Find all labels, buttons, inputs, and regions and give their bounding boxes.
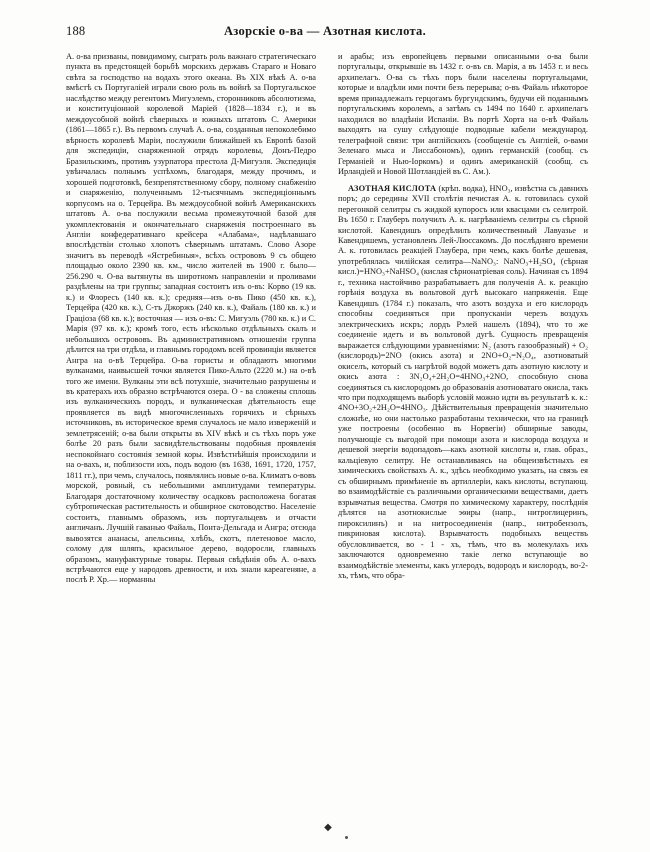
two-column-body bbox=[66, 52, 588, 814]
left-column bbox=[66, 52, 316, 814]
running-title: Азорскіе о-ва — Азотная кислота. bbox=[223, 24, 427, 38]
right-column-intro: и арабы; изъ европейцевъ первыми описанными о-ва были португальцы, открывшіе въ 1432 г. о-въ св. Марія, а въ 1453 г. и весь архипелагъ. О-ва съ тѣхъ поръ были населены португальцами, которые и владѣли ими почти безъ перерыва; о-въ Файаль нѣкоторое время принадлежалъ герцогамъ бургундскимъ, будучи ей поданнымъ португальскимъ королемъ, а затѣмъ съ 1494 по 1640 г. архипелагъ находился во владѣніи Испаніи. Въ портѣ Хорта на о-вѣ Файаль выходятъ на сушу слѣдующіе подводные кабели международ. телеграфной связи: три англійскихъ (сообщеніе съ Англіей, о-вами Зеленаго мыса и Лиссабономъ), одинъ германскій (сообщ. съ Германіей и Нью-Іоркомъ) и одинъ американскій (сообщ. съ Ирландіей и Новой Шотландіей въ С. Ам.). bbox=[338, 52, 588, 177]
entry-headword: АЗОТНАЯ КИСЛОТА bbox=[348, 183, 437, 193]
left-column-text: А. о-ва призваны, повидимому, сыграть роль важнаго стратегическаго пункта въ предстоящей борьбѣ морскихъ державъ Стараго и Новаго свѣта за господство на водахъ этого океана. Въ XIX вѣкѣ А. о-ва вмѣстѣ съ Португаліей играли свою роль въ войнѣ за Португальское наслѣдство между регентомъ Мигуэлемъ, сторонниковъ абсолютизма, и конституціонной королевой Маріей (1828—1834 г.), и въ междоусобной войнѣ сѣверныхъ и южныхъ штатовъ С. Америки (1861—1865 г.). Въ первомъ случаѣ А. о-ва, созданныя непоколебимо вѣрность королевѣ Маріи, послужили ближайшей къ Европѣ базой для экспедиціи, снаряженной отрядъ королевы, Донъ-Педро Бразильскимъ, противъ узурпатора престола Д-Мигуэля. Экспедиція увѣнчалась полнымъ успѣхомъ, благодаря, между прочимъ, и хорошей подготовкѣ, безпрепятственному сбору, полному снабженію и снаряженію, полученнымъ 12-тысячнымъ экспедиціоннымъ корпусомъ на о. Терцейра. Въ междоусобной войнѣ Американскихъ штатовъ А. о-ва послужили весьма промежуточной базой для укомплектованія и окончательнаго снаряженія построеннаго въ Англіи конфедеративнаго крейсера «Алабама», надѣлавшаго впослѣдствіи столько хлопотъ сѣвернымъ штатамъ. Слово Азоре значитъ въ переводѣ «Ястребиныя», всѣхъ острововъ 9 съ общею площадью около 2390 кв. км., число жителей въ 1900 г. было—256.290 ч. О-ва вытянуты въ широтномъ направленіи и проливами раздѣлены на три группы; западная состоитъ изъ о-въ: Корво (19 кв. к.) и Флоресъ (140 кв. к.); средняя—изъ о-въ Пико (450 кв. к.), Терцейра (420 кв. к.), С-тъ Джоржъ (240 кв. к.), Файаль (180 кв. к.) и Граціоза (68 кв. к.); восточная — изъ о-въ: С. Мигуэль (780 кв. к.) и С. Марія (97 кв. к.); кромѣ того, есть нѣсколько отдѣльныхъ скалъ и небольшихъ острововъ. Въ административномъ отношеніи группа дѣлится на три отдѣла, и главнымъ городомъ всей провинціи является Ангра на о-вѣ Терцейра. О-ва гористы и обладаютъ многими вулканами, наивысшей точки является Пико-Альто (2220 м.) на о-вѣ того же имени. Вулканы эти всѣ потухшіе, значительно разрушены и въ кратерахъ ихъ образно встрѣчаются озера. О - ва сложены сплошь изъ вулканическихъ породъ, и вулканическая дѣятельность еще проявляется въ видѣ многочисленныхъ горячихъ и сѣрныхъ источниковъ, въ историческое время случалось не мало изверженій и землетрясеній; о-ва были открыты въ XIV вѣкѣ и съ тѣхъ поръ уже болѣе 20 разъ были засвидѣтельствованы подобныя проявленія неспокойнаго состоянія земной коры. Извѣстнѣйшія происходили и на о-вахъ, и, поблизости ихъ, подъ водою (въ 1638, 1691, 1720, 1757, 1811 гг.), при чемъ, случалось, появлялись новые о-ва. Климатъ о-вовъ морской, ровный, съ небольшими амплитудами температуры. Благодаря достаточному количеству осадковъ расположена богатая субтропическая растительность и обширное скотоводство. Населеніе состоитъ, главнымъ образомъ, изъ португальцевъ и отчасти англичанъ. Лучшій гаванью Файаль, Понта-Дельгада и Ангра; отсюда вывозятся ананасы, апельсины, хлѣбъ, скотъ, плетеновое масло, солому для шляпъ, красильное дерево, водоросли, главныхъ образомъ, мануфактурные товары. Первыя свѣдѣнія объ А. о-вахъ встрѣчаются еще у народовъ древности, и ихъ знали кареагеняне, а послѣ Р. Хр.— норманны bbox=[66, 52, 316, 585]
page-speck bbox=[345, 836, 348, 839]
entry-azotnaya-kislota bbox=[338, 184, 588, 582]
page-header bbox=[0, 24, 650, 42]
right-column bbox=[338, 52, 588, 814]
entry-body: (крѣп. водка), HNO₃, извѣстна съ давнихъ поръ; до середины XVII столѣтія печистая А. к. готовилась сухой перегонкой селитры съ жидкой купоросъ или квасцами съ селитрой. Въ 1650 г. Глауберъ получилъ А. к. нагрѣваніемъ селитры съ сѣрной кислотой. Кавендишъ опредѣлилъ количественный Лавуазье и Кавендишемъ, установленъ Лей-Люссакомъ. До послѣдняго времени А. к. готовилась реакціей Глаубера, при чемъ, какъ болѣе дешевая, употреблялась чилійская селитра—NaNO₃: NaNO₃+H₂SO₄ (сѣрная кисл.)=HNO₃+NaHSO₄ (кислая сѣрнонатріевая соль). Начиная съ 1894 г., техника настойчиво разрабатываетъ для полученія А. к. реакцію горѣнія воздуха въ вольтовой дугѣ высокаго напряженія. Еще Кавендишъ (1784 г.) показалъ, что азотъ воздуха и его кислородъ способны соединяться при пропусканіи черезъ воздухъ электрическихъ искръ; лордъ Рэлей нашелъ (1894), что то же соединеніе идетъ и въ вольтовой дугѣ. Сущность превращенія выражается слѣдующими уравненіями: N₂ (азотъ газообразный) + O₂ (кислородъ)=2NO (окись азота) и 2NO+O₂=N₂O₄, азотноватый окиселъ, который съ нагрѣтой водой можетъ дать азотную кислоту и окись азота : 3N₂O₄+2H₂O=4HNO₃+2NO, способную снова соединяться съ кислородомъ до образованія азотноватаго окисла, такъ что при подходящемъ выборѣ условій можно идти въ результатѣ к. к.: 4NO+3O₂+2H₂O=4HNO₃. Дѣйствительныя превращенія значительно сложнѣе, но они настолько разработаны технически, что на границѣ уже построены (особенно въ Норвегіи) обширные заводы, получающіе съ выгодой при помощи азота и кислорода воздуха и дешевой энергіи водопадовъ—какъ азотной кислоты и, глав. образ., кальціевую селитру. Не останавливаясь на общеизвѣстныхъ ея химическихъ свойствахъ А. к., здѣсь необходимо указать, на связь ея съ обширнымъ примѣненіе въ артиллеріи, какъ кислоты, вступающ. во взаимодѣйствіе съ различными органическими веществами, даетъ взрывчатыя вещества. Смотря по химическому характеру, послѣднія дѣлятся на азотнокислые эѳиры (напр., нитроглицеринъ, пироксилинъ) и на нитросоединенія (напр., нитробензолъ, пикриновая кислота). Взрывчатость подобныхъ веществъ обусловливается, во - 1 - хъ, тѣмъ, что въ молекулахъ ихъ заключаются одновременно такіе легко вступающіе во взаимодѣйствіе элементы, какъ углеродъ, водородъ и кислородъ, во-2-хъ, тѣмъ, что обра- bbox=[338, 183, 588, 580]
page-number: 188 bbox=[66, 24, 86, 38]
footer-ornament: ◆ bbox=[324, 822, 332, 833]
